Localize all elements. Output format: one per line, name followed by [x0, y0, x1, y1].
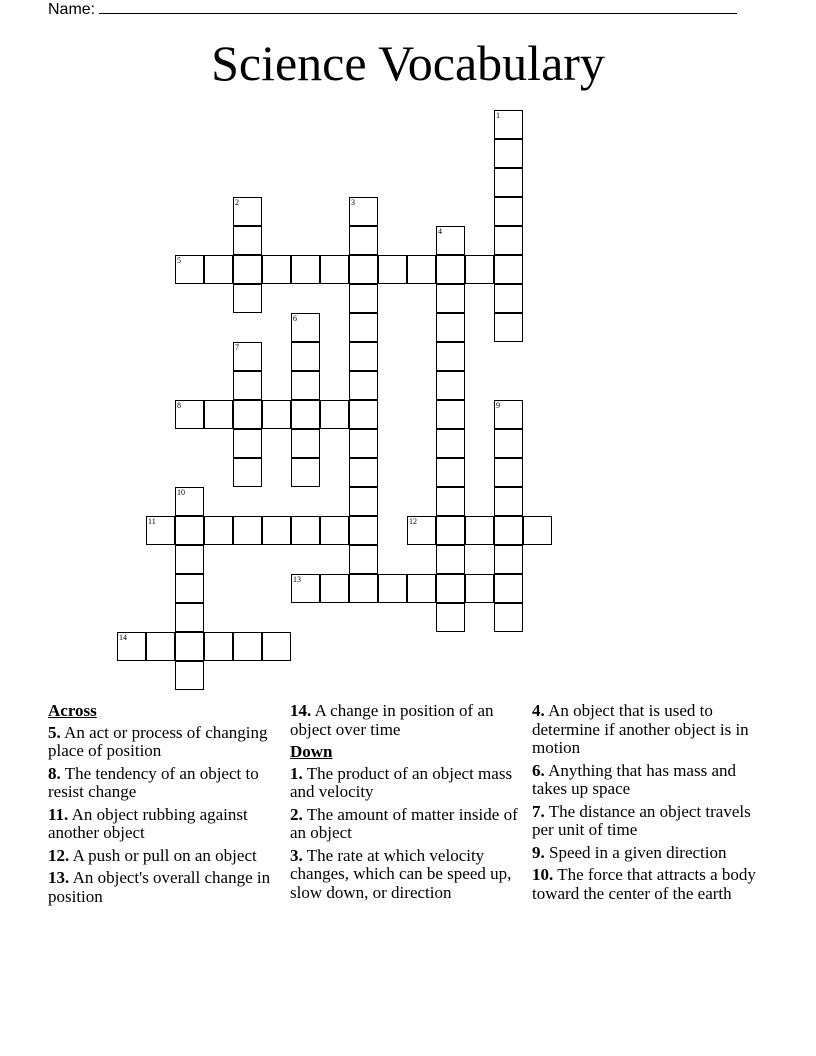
clue-across-8: 8. The tendency of an object to resist change — [48, 763, 259, 801]
crossword-cell[interactable] — [494, 110, 523, 139]
cell-number: 7 — [235, 343, 239, 352]
crossword-cell[interactable] — [291, 516, 320, 545]
crossword-cell[interactable] — [436, 226, 465, 255]
crossword-cell[interactable] — [349, 400, 378, 429]
crossword-cell[interactable] — [494, 574, 523, 603]
crossword-cell[interactable] — [349, 458, 378, 487]
crossword-cell[interactable] — [291, 342, 320, 371]
clue-column-2 — [290, 702, 526, 906]
crossword-cell[interactable] — [320, 574, 349, 603]
crossword-cell[interactable] — [378, 574, 407, 603]
cell-number: 6 — [293, 314, 297, 323]
crossword-cell[interactable] — [233, 197, 262, 226]
crossword-cell[interactable] — [494, 284, 523, 313]
crossword-cell[interactable] — [436, 487, 465, 516]
across-heading: Across — [48, 701, 97, 720]
crossword-cell[interactable] — [349, 226, 378, 255]
crossword-cell[interactable] — [436, 458, 465, 487]
crossword-cell[interactable] — [465, 516, 494, 545]
crossword-cell[interactable] — [291, 574, 320, 603]
crossword-cell[interactable] — [291, 429, 320, 458]
crossword-cell[interactable] — [233, 429, 262, 458]
crossword-cell[interactable] — [320, 255, 349, 284]
crossword-cell[interactable] — [349, 342, 378, 371]
crossword-cell[interactable] — [349, 574, 378, 603]
crossword-cell[interactable] — [291, 400, 320, 429]
crossword-cell[interactable] — [233, 255, 262, 284]
crossword-cell[interactable] — [349, 255, 378, 284]
cell-number: 4 — [438, 227, 442, 236]
down-heading: Down — [290, 742, 333, 761]
crossword-cell[interactable] — [465, 574, 494, 603]
crossword-cell[interactable] — [523, 516, 552, 545]
crossword-cell[interactable] — [233, 516, 262, 545]
crossword-cell[interactable] — [204, 632, 233, 661]
crossword-cell[interactable] — [291, 255, 320, 284]
crossword-cell[interactable] — [175, 516, 204, 545]
name-label: Name: — [48, 1, 96, 18]
clue-across-5: 5. An act or process of changing place of position — [48, 722, 268, 760]
clue-across-13: 13. An object's overall change in position — [48, 868, 271, 906]
crossword-cell[interactable] — [349, 313, 378, 342]
crossword-cell[interactable] — [233, 342, 262, 371]
crossword-cell[interactable] — [494, 458, 523, 487]
crossword-cell[interactable] — [436, 284, 465, 313]
clue-down-6: 6. Anything that has mass and takes up space — [532, 760, 736, 798]
crossword-cell[interactable] — [436, 400, 465, 429]
crossword-cell[interactable] — [204, 400, 233, 429]
clue-down-9: 9. Speed in a given direction — [532, 842, 727, 862]
page-title: Science Vocabulary — [211, 35, 605, 91]
crossword-cell[interactable] — [233, 284, 262, 313]
crossword-cell[interactable] — [494, 429, 523, 458]
cell-number: 3 — [351, 198, 355, 207]
crossword-cell[interactable] — [436, 603, 465, 632]
crossword-cell[interactable] — [175, 487, 204, 516]
crossword-cell[interactable] — [175, 255, 204, 284]
cell-number: 13 — [293, 575, 301, 584]
crossword-cell[interactable] — [175, 545, 204, 574]
clue-column-1 — [48, 702, 284, 910]
clue-across-12: 12. A push or pull on an object — [48, 845, 257, 865]
crossword-cell[interactable] — [204, 255, 233, 284]
clue-down-2: 2. The amount of matter inside of an object — [290, 804, 518, 842]
crossword-cell[interactable] — [320, 516, 349, 545]
crossword-cell[interactable] — [436, 313, 465, 342]
clue-across-11: 11. An object rubbing against another object — [48, 804, 248, 842]
crossword-cell[interactable] — [175, 400, 204, 429]
cell-number: 1 — [496, 111, 500, 120]
crossword-cell[interactable] — [494, 487, 523, 516]
clue-down-7: 7. The distance an object travels per unit of time — [532, 801, 751, 839]
crossword-cell[interactable] — [436, 516, 465, 545]
crossword-cell[interactable] — [349, 284, 378, 313]
crossword-cell[interactable] — [378, 255, 407, 284]
crossword-cell[interactable] — [494, 139, 523, 168]
crossword-cell[interactable] — [349, 545, 378, 574]
crossword-cell[interactable] — [494, 545, 523, 574]
clue-down-3: 3. The rate at which velocity changes, which can be speed up, slow down, or direction — [290, 845, 512, 902]
crossword-cell[interactable] — [494, 168, 523, 197]
crossword-cell[interactable] — [407, 574, 436, 603]
clue-column-3 — [532, 702, 768, 907]
crossword-cell[interactable] — [436, 429, 465, 458]
crossword-cell[interactable] — [494, 226, 523, 255]
crossword-cell[interactable] — [262, 632, 291, 661]
crossword-cell[interactable] — [494, 400, 523, 429]
clue-across-14: 14. A change in position of an object over time — [290, 701, 494, 739]
crossword-cell[interactable] — [233, 458, 262, 487]
crossword-cell[interactable] — [233, 632, 262, 661]
crossword-cell[interactable] — [436, 342, 465, 371]
crossword-cell[interactable] — [175, 632, 204, 661]
crossword-cell[interactable] — [291, 371, 320, 400]
crossword-cell[interactable] — [436, 255, 465, 284]
cell-number: 11 — [148, 517, 156, 526]
clue-down-4: 4. An object that is used to determine if another object is in motion — [532, 701, 749, 757]
crossword-cell[interactable] — [262, 255, 291, 284]
crossword-cell[interactable] — [291, 313, 320, 342]
crossword-cell[interactable] — [175, 603, 204, 632]
crossword-cell[interactable] — [262, 400, 291, 429]
crossword-cell[interactable] — [494, 197, 523, 226]
crossword-cell[interactable] — [233, 400, 262, 429]
crossword-cell[interactable] — [117, 632, 146, 661]
crossword-cell[interactable] — [494, 603, 523, 632]
cell-number: 12 — [409, 517, 417, 526]
crossword-cell[interactable] — [204, 516, 233, 545]
crossword-cell[interactable] — [233, 371, 262, 400]
crossword-cell[interactable] — [233, 226, 262, 255]
crossword-cell[interactable] — [349, 197, 378, 226]
clue-down-1: 1. The product of an object mass and velocity — [290, 763, 513, 801]
crossword-cell[interactable] — [436, 545, 465, 574]
cell-number: 10 — [177, 488, 185, 497]
crossword-cell[interactable] — [494, 516, 523, 545]
crossword-cell[interactable] — [349, 429, 378, 458]
crossword-cell[interactable] — [146, 632, 175, 661]
crossword-cell[interactable] — [146, 516, 175, 545]
cell-number: 9 — [496, 401, 500, 410]
crossword-cell[interactable] — [436, 371, 465, 400]
crossword-cell[interactable] — [320, 400, 349, 429]
crossword-cell[interactable] — [465, 255, 494, 284]
cell-number: 2 — [235, 198, 239, 207]
cell-number: 8 — [177, 401, 181, 410]
crossword-cell[interactable] — [175, 574, 204, 603]
crossword-cell[interactable] — [349, 371, 378, 400]
crossword-cell[interactable] — [407, 255, 436, 284]
clue-down-10: 10. The force that attracts a body toward the center of the earth — [532, 865, 756, 903]
crossword-cell[interactable] — [262, 516, 291, 545]
crossword-cell[interactable] — [494, 255, 523, 284]
crossword-cell[interactable] — [291, 458, 320, 487]
crossword-cell[interactable] — [494, 313, 523, 342]
crossword-cell[interactable] — [175, 661, 204, 690]
crossword-cell[interactable] — [349, 516, 378, 545]
cell-number: 14 — [119, 633, 127, 642]
crossword-cell[interactable] — [349, 487, 378, 516]
cell-number: 5 — [177, 256, 181, 265]
crossword-cell[interactable] — [407, 516, 436, 545]
crossword-cell[interactable] — [436, 574, 465, 603]
